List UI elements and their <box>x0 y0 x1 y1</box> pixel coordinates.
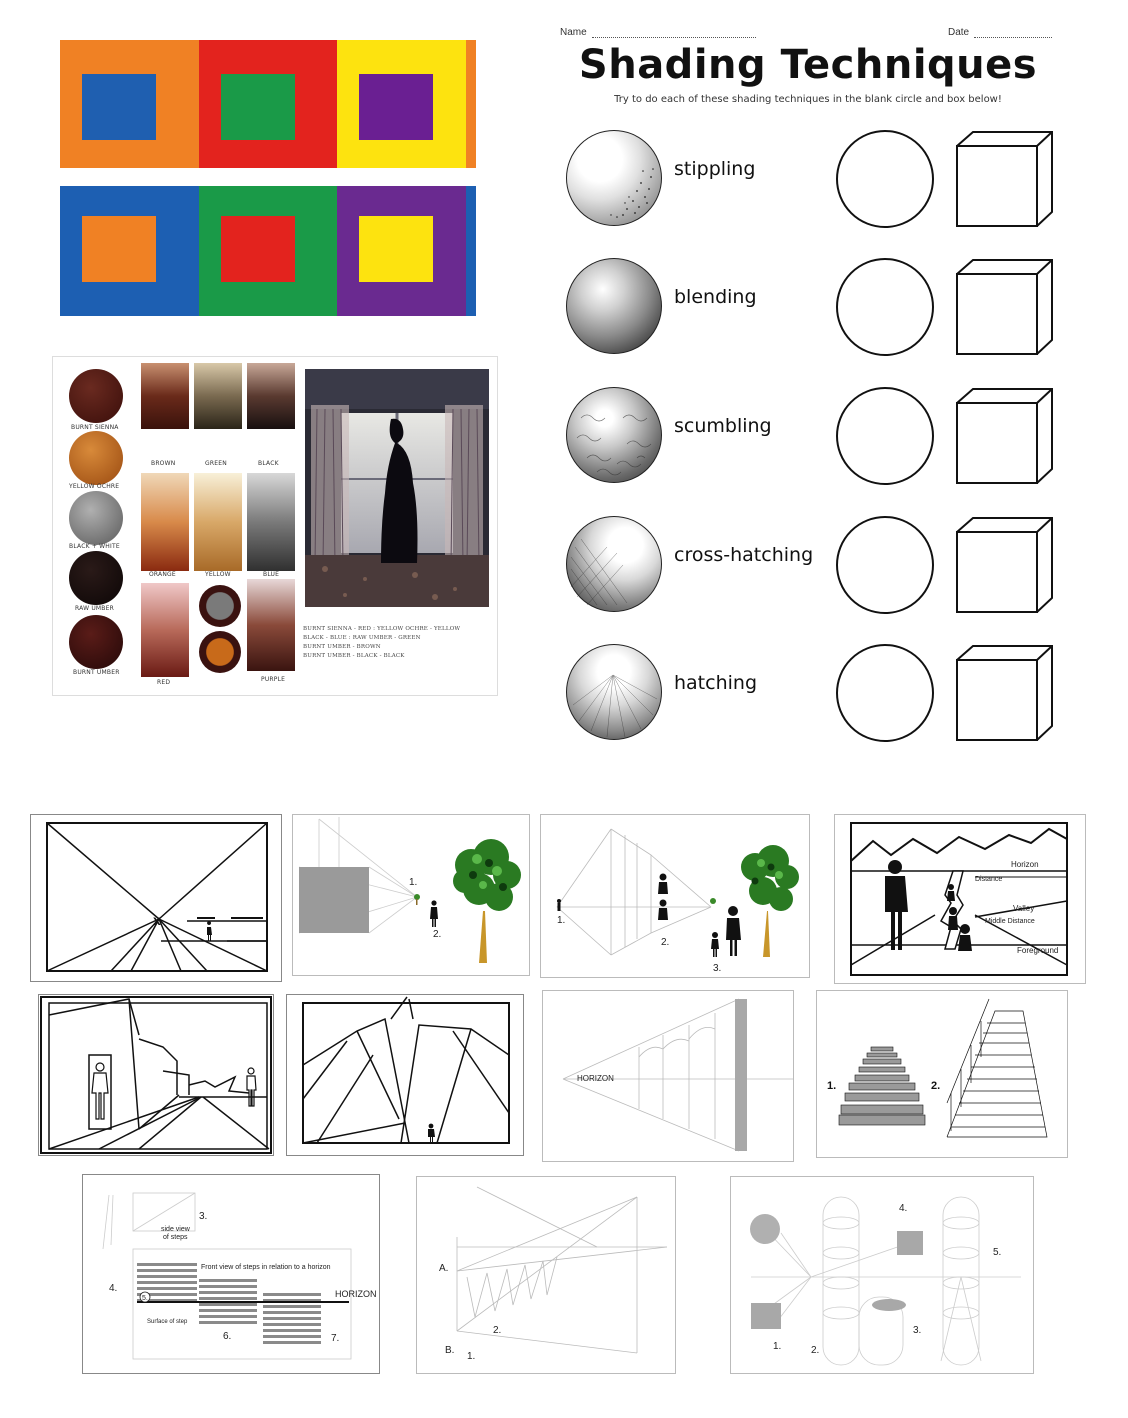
swatch-label: BLUE <box>263 571 280 578</box>
gradient-swatch <box>194 473 242 571</box>
edge-strip <box>466 40 476 168</box>
formula-line: BURNT UMBER - BROWN <box>303 644 381 650</box>
shading-worksheet <box>534 20 1082 772</box>
steps-label-5: 5. <box>142 1295 148 1302</box>
color-row-top <box>60 40 476 168</box>
technique-row <box>534 644 1082 764</box>
mixing-formula <box>303 625 460 661</box>
paint-label: RAW UMBER <box>75 605 114 612</box>
street-perspective-diagram <box>38 994 274 1156</box>
swatch-label: BLACK <box>258 460 279 467</box>
inner-square <box>82 216 156 282</box>
gradient-swatch <box>141 363 189 429</box>
label-2: 2. <box>493 1325 502 1336</box>
label-1: 1. <box>409 877 418 888</box>
stairs-label-1: 1. <box>827 1080 837 1092</box>
landscape-distance-diagram <box>834 814 1086 984</box>
valley-label: Valley <box>1013 904 1035 913</box>
swatch-label: YELLOW <box>205 571 231 578</box>
mix-circle <box>199 631 241 673</box>
label-1: 1. <box>467 1351 476 1362</box>
formula-line: BURNT UMBER - BLACK - BLACK <box>303 653 405 659</box>
blank-cube[interactable] <box>954 130 1054 230</box>
blank-cube[interactable] <box>954 644 1054 744</box>
blank-circle[interactable] <box>836 387 934 485</box>
label-4: 4. <box>899 1203 908 1214</box>
paint-circle <box>69 551 123 605</box>
technique-label: hatching <box>674 672 758 694</box>
label-3: 3. <box>713 963 722 974</box>
two-point-house-diagram <box>540 814 810 978</box>
blending-sphere <box>566 258 662 354</box>
technique-row <box>534 516 1082 636</box>
label-5: 5. <box>993 1247 1002 1258</box>
surface-label: Surface of step <box>147 1319 188 1325</box>
label-1: 1. <box>773 1341 782 1352</box>
canyon-perspective-diagram <box>286 994 524 1156</box>
steps-horizon-diagram <box>82 1174 380 1374</box>
color-square <box>199 40 338 168</box>
date-label: Date <box>948 27 970 38</box>
3d-shapes-diagram <box>730 1176 1034 1374</box>
blank-circle[interactable] <box>836 516 934 614</box>
color-square <box>337 186 476 316</box>
point-b-label: B. <box>445 1345 455 1356</box>
gradient-swatch <box>141 583 189 677</box>
formula-line: BURNT SIENNA - RED : YELLOW OCHRE - YELLOW <box>303 626 461 632</box>
gradient-swatch <box>141 473 189 571</box>
inner-square <box>221 216 295 282</box>
worksheet-title: Shading Techniques <box>578 42 1038 88</box>
swatch-label: ORANGE <box>149 571 176 578</box>
gradient-swatch <box>194 363 242 429</box>
blank-circle[interactable] <box>836 258 934 356</box>
horizon-label: HORIZON <box>335 1289 377 1299</box>
paint-label: BURNT SIENNA <box>71 424 119 431</box>
scumbling-sphere <box>566 387 662 483</box>
paint-circle <box>69 491 123 545</box>
paint-label: BLACK + WHITE <box>69 543 120 550</box>
color-square <box>337 40 476 168</box>
blank-cube[interactable] <box>954 258 1054 358</box>
crosshatch-sphere <box>566 516 662 612</box>
gradient-swatch <box>247 473 295 571</box>
technique-row <box>534 130 1082 250</box>
inner-square <box>221 74 295 140</box>
label-1: 1. <box>557 915 566 926</box>
label-2: 2. <box>811 1345 820 1356</box>
ab-vanishing-diagram <box>416 1176 676 1374</box>
technique-label: cross-hatching <box>674 544 814 566</box>
swatch-label: PURPLE <box>261 676 286 683</box>
crosshatch-lines <box>567 517 660 610</box>
mix-circle <box>199 585 241 627</box>
name-label: Name <box>560 27 587 38</box>
color-square <box>199 186 338 316</box>
horizon-label: HORIZON <box>577 1074 614 1083</box>
worksheet-subtitle: Try to do each of these shading techniques in the blank circle and box below! <box>614 94 1002 105</box>
hatching-sphere <box>566 644 662 740</box>
steps-label-6: 6. <box>223 1331 232 1342</box>
blank-cube[interactable] <box>954 387 1054 487</box>
formula-line: BLACK - BLUE : RAW UMBER - GREEN <box>303 635 421 641</box>
arcade-perspective-diagram <box>542 990 794 1162</box>
painting-image <box>305 369 489 607</box>
blank-circle[interactable] <box>836 130 934 228</box>
technique-label: scumbling <box>674 415 772 437</box>
gradient-swatch <box>247 363 295 429</box>
label-3: 3. <box>913 1325 922 1336</box>
color-squares-panel <box>60 40 476 316</box>
blank-circle[interactable] <box>836 644 934 742</box>
date-line <box>974 37 1052 38</box>
distance-label: Distance <box>975 876 1003 883</box>
one-point-road-diagram <box>30 814 282 982</box>
swatch-label: BROWN <box>151 460 176 467</box>
label-2: 2. <box>661 937 670 948</box>
middle-distance-label: Middle Distance <box>985 918 1035 925</box>
technique-row <box>534 387 1082 507</box>
svg-text:x: x <box>153 912 161 928</box>
edge-strip <box>466 186 476 316</box>
color-square <box>60 186 199 316</box>
paint-circle <box>69 615 123 669</box>
stairs-label-2: 2. <box>931 1080 941 1092</box>
paint-label: YELLOW OCHRE <box>69 483 120 490</box>
color-square <box>60 40 199 168</box>
steps-label-3: 3. <box>199 1211 208 1222</box>
vanishing-point-box-diagram <box>292 814 530 976</box>
technique-label: blending <box>674 286 757 308</box>
technique-row <box>534 258 1082 378</box>
color-mixing-card <box>52 356 498 696</box>
foreground-label: Foreground <box>1017 946 1059 955</box>
paint-label: BURNT UMBER <box>73 669 120 676</box>
swatch-label: RED <box>157 679 171 686</box>
stipple-dots <box>567 131 660 224</box>
inner-square <box>359 216 433 282</box>
paint-circle <box>69 431 123 485</box>
horizon-label: Horizon <box>1011 860 1039 869</box>
side-view-label: side view of steps <box>161 1226 190 1241</box>
inner-square <box>359 74 433 140</box>
color-row-bottom <box>60 186 476 316</box>
steps-label-4: 4. <box>109 1283 118 1294</box>
swatch-label: GREEN <box>205 460 227 467</box>
stippling-sphere <box>566 130 662 226</box>
blank-cube[interactable] <box>954 516 1054 616</box>
name-line <box>592 37 756 38</box>
label-2: 2. <box>433 929 442 940</box>
steps-label-7: 7. <box>331 1333 340 1344</box>
inner-square <box>82 74 156 140</box>
point-a-label: A. <box>439 1263 449 1274</box>
paint-circle <box>69 369 123 423</box>
hatch-lines <box>567 645 660 738</box>
scumble-texture <box>567 388 660 481</box>
gradient-swatch <box>247 579 295 671</box>
technique-label: stippling <box>674 158 756 180</box>
stairs-perspective-diagram <box>816 990 1068 1158</box>
front-view-label: Front view of steps in relation to a horizon <box>201 1264 331 1271</box>
